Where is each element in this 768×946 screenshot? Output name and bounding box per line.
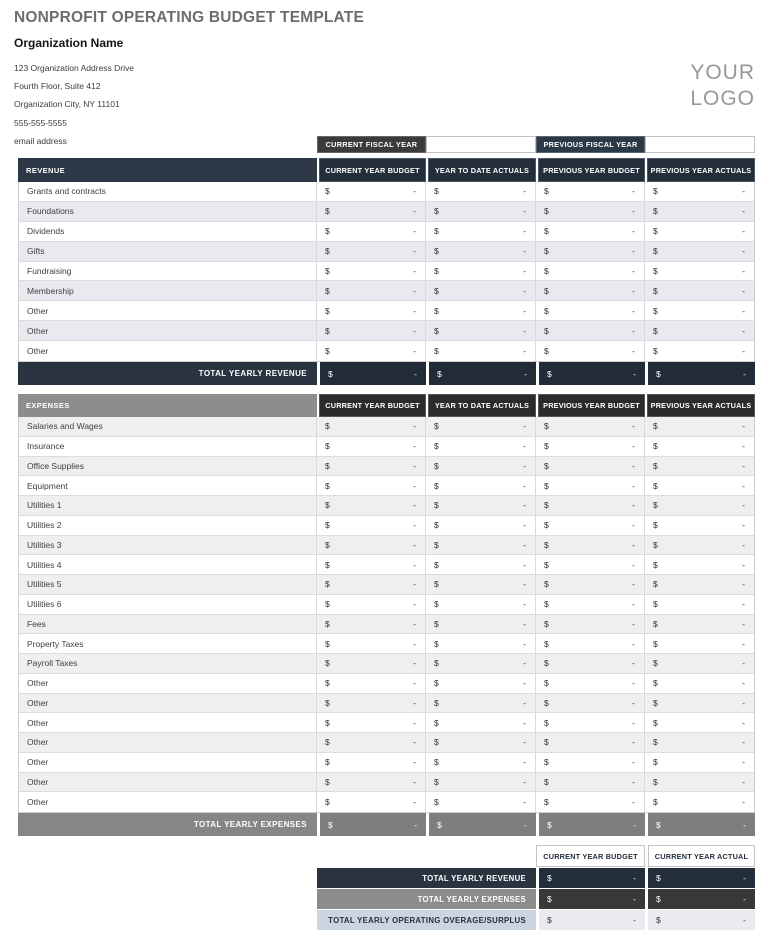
- organization-address-line2[interactable]: Fourth Floor, Suite 412: [14, 81, 101, 92]
- amount-cell[interactable]: $ -: [535, 516, 644, 535]
- amount-cell[interactable]: $ -: [644, 773, 754, 792]
- amount-cell[interactable]: $ -: [425, 536, 535, 555]
- amount-cell[interactable]: $ -: [316, 595, 425, 614]
- amount-cell[interactable]: $ -: [425, 516, 535, 535]
- amount-cell[interactable]: $ -: [535, 496, 644, 515]
- row-label-cell[interactable]: Gifts: [27, 246, 45, 257]
- row-label-cell[interactable]: Utilities 1: [27, 500, 62, 511]
- amount-cell[interactable]: $ -: [425, 733, 535, 752]
- table-row: [19, 555, 754, 575]
- summary-amount-cell[interactable]: $ -: [645, 868, 755, 888]
- amount-cell[interactable]: $ -: [535, 733, 644, 752]
- amount-cell[interactable]: $ -: [425, 182, 535, 201]
- amount-cell[interactable]: $ -: [644, 595, 754, 614]
- amount-cell[interactable]: $ -: [425, 202, 535, 221]
- amount-cell[interactable]: $ -: [535, 457, 644, 476]
- table-row: [19, 301, 754, 321]
- table-row: [19, 242, 754, 262]
- expenses-rows: [18, 417, 755, 813]
- table-row: [19, 341, 754, 361]
- amount-cell[interactable]: $ -: [425, 575, 535, 594]
- table-row: [19, 182, 754, 202]
- total-yearly-revenue-label: TOTAL YEARLY REVENUE: [18, 362, 317, 385]
- amount-cell[interactable]: $ -: [535, 341, 644, 361]
- amount-cell[interactable]: $ -: [535, 301, 644, 320]
- row-label-cell[interactable]: Utilities 5: [27, 579, 62, 590]
- column-header-previous-year-actuals: PREVIOUS YEAR ACTUALS: [645, 394, 755, 417]
- table-row: [19, 773, 754, 793]
- amount-cell[interactable]: $ -: [644, 536, 754, 555]
- amount-cell[interactable]: $ -: [644, 792, 754, 812]
- amount-cell[interactable]: $ -: [644, 202, 754, 221]
- row-label-cell[interactable]: Other: [27, 717, 49, 728]
- amount-cell[interactable]: $ -: [644, 516, 754, 535]
- amount-cell[interactable]: $ -: [316, 202, 425, 221]
- column-header-previous-year-budget: PREVIOUS YEAR BUDGET: [536, 394, 645, 417]
- amount-cell[interactable]: $ -: [644, 437, 754, 456]
- row-label-cell[interactable]: Utilities 6: [27, 599, 62, 610]
- amount-cell[interactable]: $ -: [644, 753, 754, 772]
- total-amount-cell[interactable]: $ -: [426, 362, 536, 385]
- row-label-cell[interactable]: Other: [27, 776, 49, 787]
- organization-email[interactable]: email address: [14, 135, 67, 146]
- amount-cell[interactable]: $ -: [316, 437, 425, 456]
- amount-cell[interactable]: $ -: [535, 575, 644, 594]
- amount-cell[interactable]: $ -: [644, 654, 754, 673]
- fiscal-year-row: [317, 136, 755, 153]
- organization-info: [14, 36, 134, 150]
- column-header-previous-year-budget: PREVIOUS YEAR BUDGET: [536, 158, 645, 182]
- expenses-section-header: EXPENSES: [18, 394, 317, 417]
- table-row: [19, 202, 754, 222]
- table-row: [19, 634, 754, 654]
- amount-cell[interactable]: $ -: [535, 615, 644, 634]
- amount-cell[interactable]: $ -: [316, 713, 425, 732]
- amount-cell[interactable]: $ -: [316, 417, 425, 436]
- amount-cell[interactable]: $ -: [316, 634, 425, 653]
- table-row: [19, 321, 754, 341]
- amount-cell[interactable]: $ -: [644, 341, 754, 361]
- table-row: [19, 476, 754, 496]
- logo-line1: YOUR: [690, 61, 755, 84]
- column-header-current-year-budget: CURRENT YEAR BUDGET: [317, 158, 426, 182]
- amount-cell[interactable]: $ -: [316, 555, 425, 574]
- column-header-current-year-budget: CURRENT YEAR BUDGET: [317, 394, 426, 417]
- logo-placeholder: [690, 60, 755, 112]
- current-fiscal-year-input[interactable]: [426, 136, 536, 153]
- total-amount-cell[interactable]: $ -: [317, 813, 426, 836]
- row-label-cell[interactable]: Equipment: [27, 480, 68, 491]
- amount-cell[interactable]: $ -: [644, 457, 754, 476]
- amount-cell[interactable]: $ -: [644, 182, 754, 201]
- row-label-cell[interactable]: Foundations: [27, 206, 74, 217]
- amount-cell[interactable]: $ -: [535, 536, 644, 555]
- table-row: [19, 792, 754, 812]
- table-row: [19, 713, 754, 733]
- revenue-header-row: [18, 158, 755, 182]
- summary-table: [317, 845, 755, 930]
- amount-cell[interactable]: $ -: [535, 281, 644, 300]
- total-amount-cell[interactable]: $ -: [317, 362, 426, 385]
- amount-cell[interactable]: $ -: [425, 615, 535, 634]
- amount-cell[interactable]: $ -: [425, 242, 535, 261]
- row-label-cell[interactable]: Other: [27, 305, 49, 316]
- table-row: [19, 595, 754, 615]
- summary-column-current-year-budget: CURRENT YEAR BUDGET: [536, 845, 645, 867]
- summary-amount-cell[interactable]: $ -: [536, 868, 645, 888]
- table-row: [19, 575, 754, 595]
- table-row: [19, 615, 754, 635]
- amount-cell[interactable]: $ -: [535, 321, 644, 340]
- table-row: [19, 417, 754, 437]
- amount-cell[interactable]: $ -: [316, 182, 425, 201]
- amount-cell[interactable]: $ -: [425, 341, 535, 361]
- expenses-table: [18, 394, 755, 836]
- row-label-cell[interactable]: Dividends: [27, 226, 65, 237]
- amount-cell[interactable]: $ -: [644, 281, 754, 300]
- amount-cell[interactable]: $ -: [644, 476, 754, 495]
- amount-cell[interactable]: $ -: [316, 341, 425, 361]
- table-row: [19, 457, 754, 477]
- amount-cell[interactable]: $ -: [425, 654, 535, 673]
- summary-total-expenses-label: TOTAL YEARLY EXPENSES: [317, 889, 536, 909]
- amount-cell[interactable]: $ -: [644, 496, 754, 515]
- amount-cell[interactable]: $ -: [425, 321, 535, 340]
- row-label-cell[interactable]: Other: [27, 737, 49, 748]
- amount-cell[interactable]: $ -: [535, 476, 644, 495]
- amount-cell[interactable]: $ -: [644, 301, 754, 320]
- amount-cell[interactable]: $ -: [316, 694, 425, 713]
- amount-cell[interactable]: $ -: [644, 615, 754, 634]
- total-amount-cell[interactable]: $ -: [536, 362, 645, 385]
- row-label-cell[interactable]: Fees: [27, 618, 46, 629]
- amount-cell[interactable]: $ -: [316, 516, 425, 535]
- organization-address-line1[interactable]: 123 Organization Address Drive: [14, 63, 135, 73]
- current-fiscal-year-label: CURRENT FISCAL YEAR: [317, 136, 426, 153]
- table-row: [19, 262, 754, 282]
- row-label-cell[interactable]: Other: [27, 678, 49, 689]
- summary-total-revenue-label: TOTAL YEARLY REVENUE: [317, 868, 536, 888]
- table-row: [19, 733, 754, 753]
- table-row: [19, 281, 754, 301]
- amount-cell[interactable]: $ -: [316, 222, 425, 241]
- summary-overage-surplus-label: TOTAL YEARLY OPERATING OVERAGE/SURPLUS: [317, 910, 536, 930]
- row-label-cell[interactable]: Other: [27, 697, 49, 708]
- table-row: [19, 674, 754, 694]
- amount-cell[interactable]: $ -: [425, 476, 535, 495]
- amount-cell[interactable]: $ -: [316, 654, 425, 673]
- amount-cell[interactable]: $ -: [425, 694, 535, 713]
- amount-cell[interactable]: $ -: [316, 615, 425, 634]
- column-header-previous-year-actuals: PREVIOUS YEAR ACTUALS: [645, 158, 755, 182]
- amount-cell[interactable]: $ -: [425, 792, 535, 812]
- row-label-cell[interactable]: Other: [27, 346, 49, 357]
- amount-cell[interactable]: $ -: [535, 753, 644, 772]
- amount-cell[interactable]: $ -: [316, 536, 425, 555]
- table-row: [19, 536, 754, 556]
- row-label-cell[interactable]: Fundraising: [27, 266, 72, 276]
- total-amount-cell[interactable]: $ -: [645, 362, 755, 385]
- revenue-rows: [18, 182, 755, 362]
- amount-cell[interactable]: $ -: [425, 437, 535, 456]
- amount-cell[interactable]: $ -: [644, 222, 754, 241]
- amount-cell[interactable]: $ -: [535, 595, 644, 614]
- amount-cell[interactable]: $ -: [316, 301, 425, 320]
- total-yearly-expenses-row: [18, 813, 755, 836]
- row-label-cell[interactable]: Property Taxes: [27, 638, 84, 649]
- amount-cell[interactable]: $ -: [644, 575, 754, 594]
- row-label-cell[interactable]: Insurance: [27, 441, 65, 452]
- summary-amount-cell[interactable]: $ -: [536, 910, 645, 930]
- amount-cell[interactable]: $ -: [535, 773, 644, 792]
- total-amount-cell[interactable]: $ -: [536, 813, 645, 836]
- total-yearly-revenue-row: [18, 362, 755, 385]
- amount-cell[interactable]: $ -: [425, 753, 535, 772]
- amount-cell[interactable]: $ -: [316, 242, 425, 261]
- amount-cell[interactable]: $ -: [535, 262, 644, 281]
- row-label-cell[interactable]: Grants and contracts: [27, 186, 106, 197]
- amount-cell[interactable]: $ -: [425, 301, 535, 320]
- amount-cell[interactable]: $ -: [644, 417, 754, 436]
- row-label-cell[interactable]: Utilities 4: [27, 559, 62, 570]
- table-row: [19, 753, 754, 773]
- amount-cell[interactable]: $ -: [316, 457, 425, 476]
- amount-cell[interactable]: $ -: [535, 555, 644, 574]
- row-label-cell[interactable]: Other: [27, 797, 49, 808]
- total-yearly-expenses-label: TOTAL YEARLY EXPENSES: [18, 813, 317, 836]
- amount-cell[interactable]: $ -: [644, 733, 754, 752]
- amount-cell[interactable]: $ -: [316, 575, 425, 594]
- amount-cell[interactable]: $ -: [316, 753, 425, 772]
- total-amount-cell[interactable]: $ -: [645, 813, 755, 836]
- amount-cell[interactable]: $ -: [316, 496, 425, 515]
- amount-cell[interactable]: $ -: [644, 242, 754, 261]
- amount-cell[interactable]: $ -: [425, 417, 535, 436]
- organization-address-line3[interactable]: Organization City, NY 11101: [14, 99, 120, 110]
- amount-cell[interactable]: $ -: [425, 281, 535, 300]
- amount-cell[interactable]: $ -: [316, 773, 425, 792]
- table-row: [19, 694, 754, 714]
- amount-cell[interactable]: $ -: [535, 634, 644, 653]
- summary-overage-surplus-row: [317, 910, 755, 930]
- summary-header-spacer: [317, 845, 536, 867]
- row-label-cell[interactable]: Utilities 3: [27, 539, 62, 550]
- amount-cell[interactable]: $ -: [535, 222, 644, 241]
- row-label-cell[interactable]: Other: [27, 757, 49, 768]
- page-title: NONPROFIT OPERATING BUDGET TEMPLATE: [14, 9, 365, 26]
- table-row: [19, 222, 754, 242]
- amount-cell[interactable]: $ -: [535, 437, 644, 456]
- table-row: [19, 437, 754, 457]
- amount-cell[interactable]: $ -: [316, 321, 425, 340]
- previous-fiscal-year-label: PREVIOUS FISCAL YEAR: [536, 136, 645, 153]
- logo-line2: LOGO: [690, 87, 755, 110]
- amount-cell[interactable]: $ -: [644, 555, 754, 574]
- organization-phone[interactable]: 555-555-5555: [14, 117, 67, 128]
- amount-cell[interactable]: $ -: [535, 202, 644, 221]
- amount-cell[interactable]: $ -: [644, 694, 754, 713]
- amount-cell[interactable]: $ -: [644, 634, 754, 653]
- amount-cell[interactable]: $ -: [644, 321, 754, 340]
- amount-cell[interactable]: $ -: [535, 242, 644, 261]
- expenses-header-row: [18, 394, 755, 417]
- amount-cell[interactable]: $ -: [425, 262, 535, 281]
- summary-amount-cell[interactable]: $ -: [645, 910, 755, 930]
- summary-total-expenses-row: [317, 889, 755, 909]
- amount-cell[interactable]: $ -: [425, 496, 535, 515]
- amount-cell[interactable]: $ -: [316, 262, 425, 281]
- column-header-year-to-date-actuals: YEAR TO DATE ACTUALS: [426, 158, 536, 182]
- amount-cell[interactable]: $ -: [535, 713, 644, 732]
- row-label-cell[interactable]: Other: [27, 325, 49, 336]
- amount-cell[interactable]: $ -: [425, 674, 535, 693]
- summary-column-current-year-actual: CURRENT YEAR ACTUAL: [648, 845, 755, 867]
- organization-name[interactable]: Organization Name: [14, 36, 124, 50]
- amount-cell[interactable]: $ -: [535, 182, 644, 201]
- amount-cell[interactable]: $ -: [316, 674, 425, 693]
- amount-cell[interactable]: $ -: [316, 733, 425, 752]
- amount-cell[interactable]: $ -: [425, 634, 535, 653]
- amount-cell[interactable]: $ -: [644, 674, 754, 693]
- summary-amount-cell[interactable]: $ -: [645, 889, 755, 909]
- amount-cell[interactable]: $ -: [644, 262, 754, 281]
- amount-cell[interactable]: $ -: [535, 417, 644, 436]
- previous-fiscal-year-input[interactable]: [645, 136, 755, 153]
- total-amount-cell[interactable]: $ -: [426, 813, 536, 836]
- revenue-table: [18, 158, 755, 385]
- revenue-section-header: REVENUE: [18, 158, 317, 182]
- row-label-cell[interactable]: Office Supplies: [27, 460, 85, 471]
- row-label-cell[interactable]: Payroll Taxes: [27, 658, 78, 669]
- summary-total-revenue-row: [317, 868, 755, 888]
- table-row: [19, 496, 754, 516]
- table-row: [19, 654, 754, 674]
- amount-cell[interactable]: $ -: [316, 792, 425, 812]
- amount-cell[interactable]: $ -: [425, 222, 535, 241]
- summary-amount-cell[interactable]: $ -: [536, 889, 645, 909]
- amount-cell[interactable]: $ -: [535, 792, 644, 812]
- amount-cell[interactable]: $ -: [535, 674, 644, 693]
- row-label-cell[interactable]: Membership: [27, 285, 74, 296]
- column-header-year-to-date-actuals: YEAR TO DATE ACTUALS: [426, 394, 536, 417]
- amount-cell[interactable]: $ -: [316, 281, 425, 300]
- amount-cell[interactable]: $ -: [425, 713, 535, 732]
- amount-cell[interactable]: $ -: [425, 595, 535, 614]
- amount-cell[interactable]: $ -: [425, 457, 535, 476]
- table-row: [19, 516, 754, 536]
- amount-cell[interactable]: $ -: [535, 694, 644, 713]
- amount-cell[interactable]: $ -: [644, 713, 754, 732]
- summary-header-row: [317, 845, 755, 867]
- row-label-cell[interactable]: Utilities 2: [27, 520, 62, 531]
- amount-cell[interactable]: $ -: [425, 555, 535, 574]
- amount-cell[interactable]: $ -: [425, 773, 535, 792]
- amount-cell[interactable]: $ -: [535, 654, 644, 673]
- amount-cell[interactable]: $ -: [316, 476, 425, 495]
- row-label-cell[interactable]: Salaries and Wages: [27, 421, 103, 432]
